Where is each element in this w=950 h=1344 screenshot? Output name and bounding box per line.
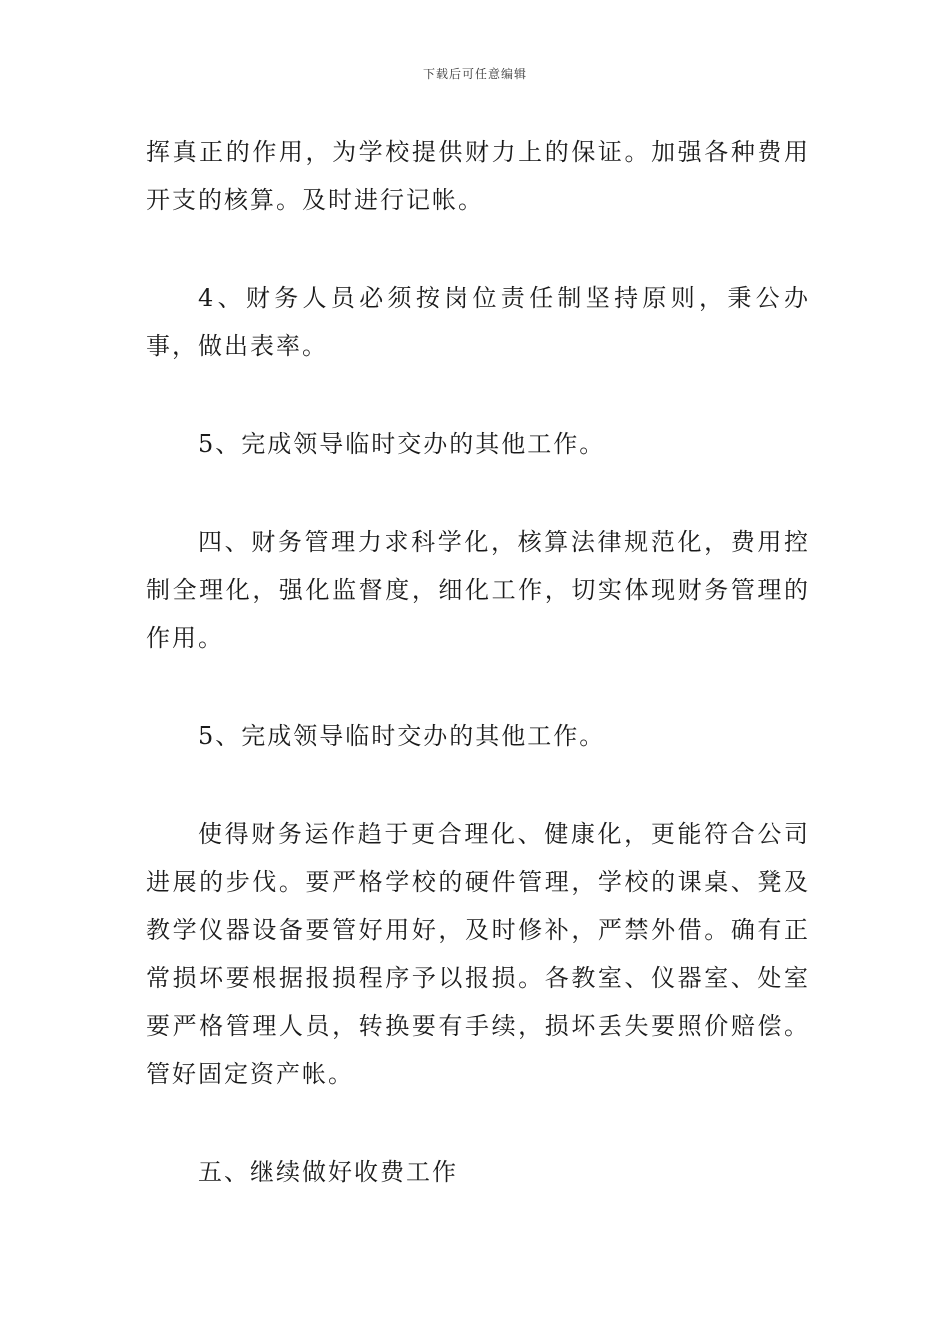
paragraph-spacer — [146, 468, 810, 518]
paragraph-3: 5、完成领导临时交办的其他工作。 — [198, 430, 606, 458]
paragraph-6: 使得财务运作趋于更合理化、健康化，更能符合公司进展的步伐。要严格学校的硬件管理，学校的课桌、凳及教学仪器设备要管好用好，及时修补，严禁外借。确有正常损坏要根据报损程序予以报损。各教室、仪器室、处室要严格管理人员，转换要有手续，损坏丢失要照价赔偿。管好固定资产帐。 — [146, 820, 810, 1088]
paragraph-2: 4、财务人员必须按岗位责任制坚持原则，秉公办事，做出表率。 — [146, 284, 810, 360]
page-header: 下载后可任意编辑 — [422, 67, 527, 81]
paragraph-spacer — [146, 760, 810, 810]
paragraph-1: 挥真正的作用，为学校提供财力上的保证。加强各种费用开支的核算。及时进行记帐。 — [146, 138, 810, 214]
paragraph-spacer — [146, 370, 810, 420]
paragraph-4: 四、财务管理力求科学化，核算法律规范化，费用控制全理化，强化监督度，细化工作，切实体现财务管理的作用。 — [146, 528, 810, 652]
document-body — [146, 128, 810, 1196]
paragraph-spacer — [146, 662, 810, 712]
paragraph-spacer — [146, 1098, 810, 1148]
paragraph-5: 5、完成领导临时交办的其他工作。 — [198, 722, 606, 750]
paragraph-spacer — [146, 224, 810, 274]
paragraph-7: 五、继续做好收费工作 — [198, 1158, 458, 1186]
